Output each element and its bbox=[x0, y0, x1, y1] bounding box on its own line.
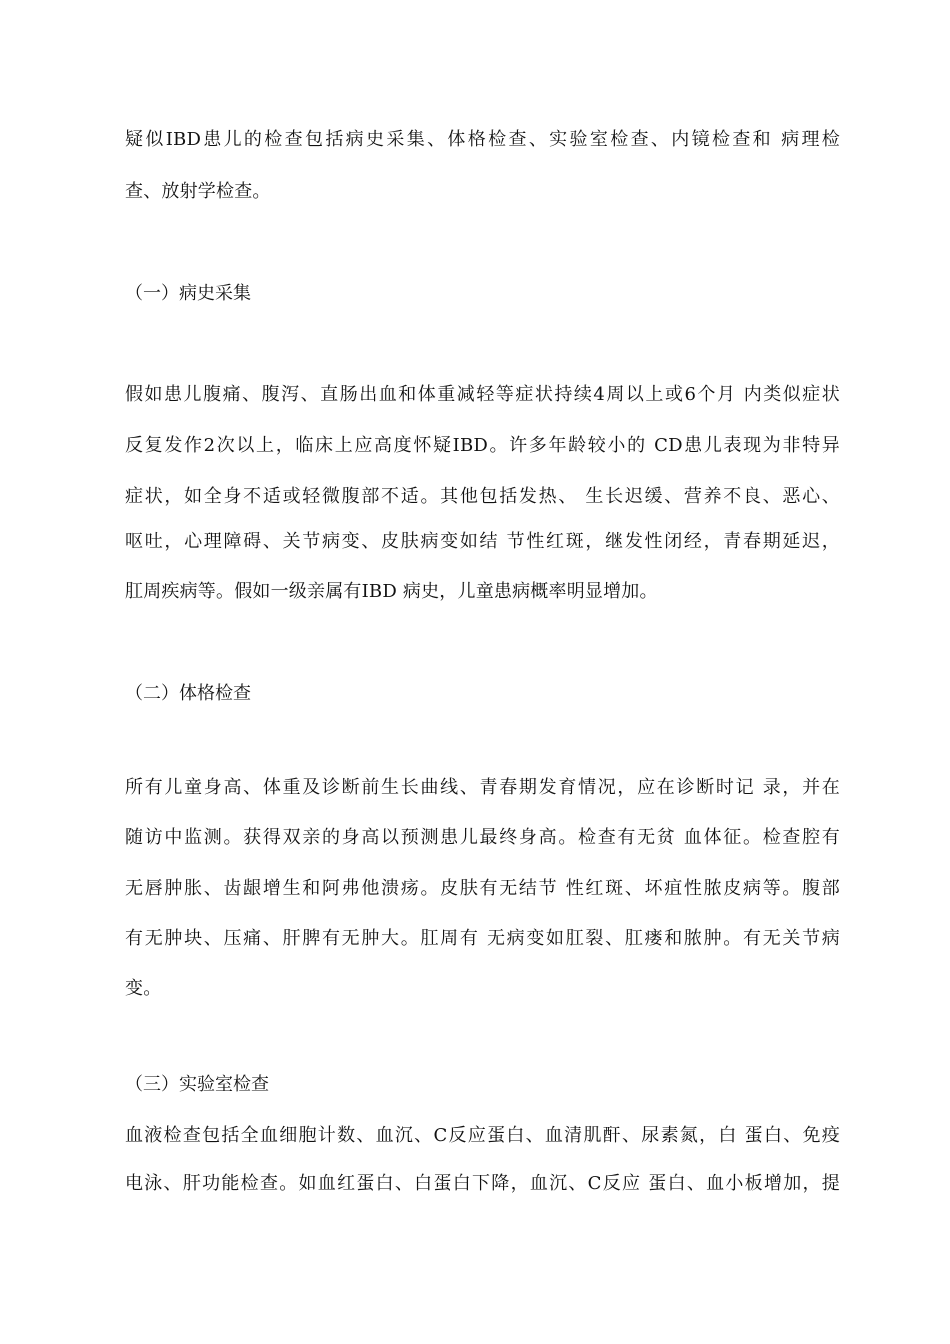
section1-line-5: 肛周疾病等。假如一级亲属有IBD 病史，儿童患病概率明显增加。 bbox=[125, 581, 658, 602]
section1-line-2: 反复发作2次以上，临床上应高度怀疑IBD。许多年龄较小的 CD患儿表现为非特异 bbox=[125, 435, 840, 456]
section2-line-5: 变。 bbox=[125, 978, 162, 999]
section1-line-4: 呕吐，心理障碍、关节病变、皮肤病变如结 节性红斑，继发性闭经，青春期延迟， bbox=[125, 531, 840, 552]
section3-line-1: 血液检查包括全血细胞计数、血沉、C反应蛋白、血清肌酐、尿素氮，白 蛋白、免疫 bbox=[125, 1125, 840, 1146]
section3-line-2: 电泳、肝功能检查。如血红蛋白、白蛋白下降，血沉、C反应 蛋白、血小板增加，提 bbox=[125, 1173, 840, 1194]
section-heading-lab-tests: （三）实验室检查 bbox=[125, 1074, 269, 1095]
section2-line-1: 所有儿童身高、体重及诊断前生长曲线、青春期发育情况，应在诊断时记 录，并在 bbox=[125, 777, 840, 798]
section2-line-2: 随访中监测。获得双亲的身高以预测患儿最终身高。检查有无贫 血体征。检查腔有 bbox=[125, 827, 840, 848]
section2-line-3: 无唇肿胀、齿龈增生和阿弗他溃疡。皮肤有无结节 性红斑、坏疽性脓皮病等。腹部 bbox=[125, 878, 840, 899]
section-heading-physical-exam: （二）体格检查 bbox=[125, 683, 251, 704]
section-heading-history: （一）病史采集 bbox=[125, 283, 251, 304]
section1-line-3: 症状，如全身不适或轻微腹部不适。其他包括发热、 生长迟缓、营养不良、恶心、 bbox=[125, 486, 840, 507]
section2-line-4: 有无肿块、压痛、肝脾有无肿大。肛周有 无病变如肛裂、肛瘘和脓肿。有无关节病 bbox=[125, 928, 840, 949]
intro-line-1: 疑似IBD患儿的检查包括病史采集、体格检查、实验室检查、内镜检查和 病理检 bbox=[125, 129, 840, 150]
section1-line-1: 假如患儿腹痛、腹泻、直肠出血和体重减轻等症状持续4周以上或6个月 内类似症状 bbox=[125, 384, 840, 405]
intro-line-2: 查、放射学检查。 bbox=[125, 181, 271, 202]
